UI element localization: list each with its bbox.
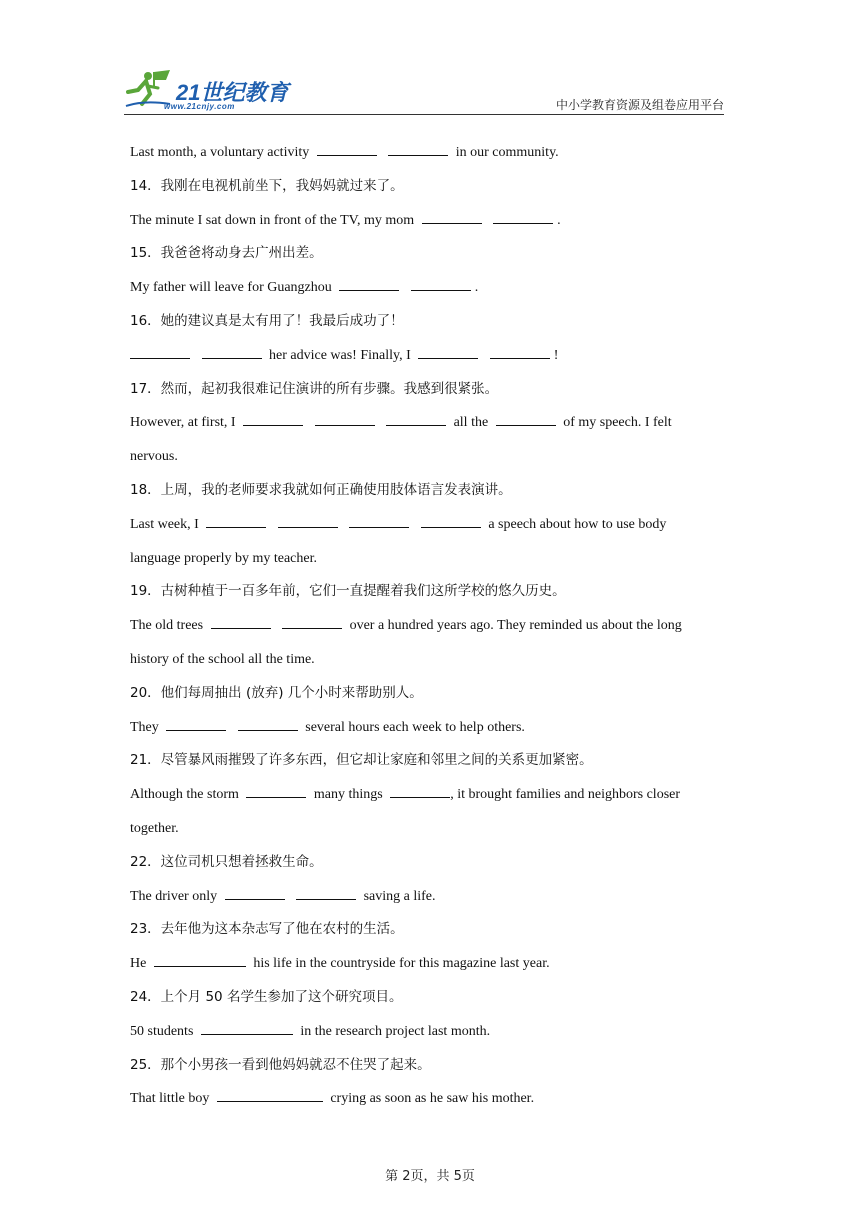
- question-20-english: [130, 711, 730, 745]
- question-21-english: [130, 778, 730, 812]
- question-17-chinese: 17．然而，起初我很难记住演讲的所有步骤。我感到很紧张。: [130, 380, 499, 397]
- answer-blank[interactable]: [386, 411, 446, 426]
- text: all the: [453, 415, 489, 431]
- question-17-english-cont: nervous.: [130, 449, 178, 465]
- page-number: 第 2页，共 5页: [385, 1169, 475, 1184]
- question-24-english: [130, 1015, 730, 1049]
- text: .: [557, 212, 561, 228]
- question-21-english-cont: together.: [130, 820, 179, 836]
- text: The driver only: [130, 888, 218, 904]
- answer-blank[interactable]: [422, 209, 482, 224]
- answer-blank[interactable]: [339, 276, 399, 291]
- answer-blank[interactable]: [418, 344, 478, 359]
- answer-blank[interactable]: [349, 513, 409, 528]
- exercise-content: [130, 136, 730, 1116]
- answer-blank[interactable]: [130, 344, 190, 359]
- text: He: [130, 956, 147, 972]
- text: many things: [313, 787, 383, 803]
- answer-blank[interactable]: [246, 783, 306, 798]
- text: That little boy: [130, 1091, 210, 1107]
- answer-blank[interactable]: [238, 716, 298, 731]
- question-25-chinese: 25．那个小男孩一看到他妈妈就忍不住哭了起来。: [130, 1056, 431, 1073]
- question-21-chinese: 21．尽管暴风雨摧毁了许多东西，但它却让家庭和邻里之间的关系更加紧密。: [130, 752, 593, 769]
- text: My father will leave for Guangzhou: [130, 280, 332, 296]
- text: her advice was! Finally, I: [269, 347, 411, 363]
- answer-blank[interactable]: [388, 141, 448, 156]
- answer-blank[interactable]: [154, 952, 246, 967]
- answer-blank[interactable]: [496, 411, 556, 426]
- question-19-chinese: 19．古树种植于一百多年前，它们一直提醒着我们这所学校的悠久历史。: [130, 583, 566, 600]
- text: The old trees: [130, 618, 204, 634]
- answer-blank[interactable]: [390, 783, 450, 798]
- question-25-english: [130, 1082, 730, 1116]
- header-divider: [124, 114, 724, 115]
- logo-text: 21世纪教育: [176, 80, 289, 105]
- question-14-english: [130, 204, 730, 238]
- page-header: [124, 66, 724, 114]
- question-23-english: [130, 947, 730, 981]
- logo-url: www.21cnjy.com: [164, 102, 235, 111]
- answer-blank[interactable]: [493, 209, 553, 224]
- text: 50 students: [130, 1023, 194, 1039]
- question-15-chinese: 15．我爸爸将动身去广州出差。: [130, 245, 323, 262]
- text: of my speech. I felt: [563, 415, 672, 431]
- text: The minute I sat down in front of the TV, my mom: [130, 212, 415, 228]
- question-18-english-cont: language properly by my teacher.: [130, 550, 317, 566]
- text: his life in the countryside for this magazine last year.: [253, 956, 550, 972]
- text: Last month, a voluntary activity: [130, 145, 310, 160]
- answer-blank[interactable]: [317, 141, 377, 156]
- text: a speech about how to use body: [488, 516, 667, 532]
- answer-blank[interactable]: [202, 344, 262, 359]
- answer-blank[interactable]: [278, 513, 338, 528]
- logo: [124, 66, 304, 114]
- question-19-english: [130, 609, 730, 643]
- question-14-chinese: 14．我刚在电视机前坐下，我妈妈就过来了。: [130, 177, 404, 194]
- text: saving a life.: [363, 888, 436, 904]
- question-15-english: [130, 271, 730, 305]
- answer-blank[interactable]: [206, 513, 266, 528]
- answer-blank[interactable]: [217, 1087, 323, 1102]
- answer-blank[interactable]: [421, 513, 481, 528]
- question-16-english: [130, 339, 730, 373]
- answer-blank[interactable]: [211, 614, 271, 629]
- question-19-english-cont: history of the school all the time.: [130, 651, 315, 667]
- text: .: [474, 280, 479, 296]
- header-platform-name: 中小学教育资源及组卷应用平台: [555, 98, 724, 112]
- text: However, at first, I: [130, 415, 236, 431]
- question-18-english: [130, 508, 730, 542]
- answer-blank[interactable]: [282, 614, 342, 629]
- answer-blank[interactable]: [315, 411, 375, 426]
- text: crying as soon as he saw his mother.: [330, 1091, 535, 1107]
- answer-blank[interactable]: [201, 1020, 293, 1035]
- answer-blank[interactable]: [243, 411, 303, 426]
- question-18-chinese: 18．上周，我的老师要求我就如何正确使用肢体语言发表演讲。: [130, 481, 512, 498]
- text: over a hundred years ago. They reminded us about the long: [349, 618, 682, 634]
- answer-blank[interactable]: [225, 885, 285, 900]
- question-16-chinese: 16．她的建议真是太有用了！我最后成功了！: [130, 312, 404, 329]
- text: in the research project last month.: [300, 1023, 491, 1039]
- question-20-chinese: 20．他们每周抽出 (放弃) 几个小时来帮助别人。: [130, 684, 423, 701]
- question-24-chinese: 24．上个月 50 名学生参加了这个研究项目。: [130, 988, 403, 1005]
- answer-blank[interactable]: [490, 344, 550, 359]
- text: in our community.: [455, 145, 559, 160]
- text: several hours each week to help others.: [305, 719, 525, 735]
- question-22-english: [130, 880, 730, 914]
- text: !: [553, 347, 559, 363]
- answer-blank[interactable]: [411, 276, 471, 291]
- text: They: [130, 719, 159, 735]
- question-17-english: [130, 406, 730, 440]
- answer-blank[interactable]: [296, 885, 356, 900]
- question-23-chinese: 23．去年他为这本杂志写了他在农村的生活。: [130, 921, 404, 938]
- answer-blank[interactable]: [166, 716, 226, 731]
- text: , it brought families and neighbors closer: [450, 787, 681, 803]
- question-22-chinese: 22．这位司机只想着拯救生命。: [130, 853, 323, 870]
- text: Last week, I: [130, 516, 199, 532]
- question-13-english: [130, 136, 730, 170]
- text: Although the storm: [130, 787, 239, 803]
